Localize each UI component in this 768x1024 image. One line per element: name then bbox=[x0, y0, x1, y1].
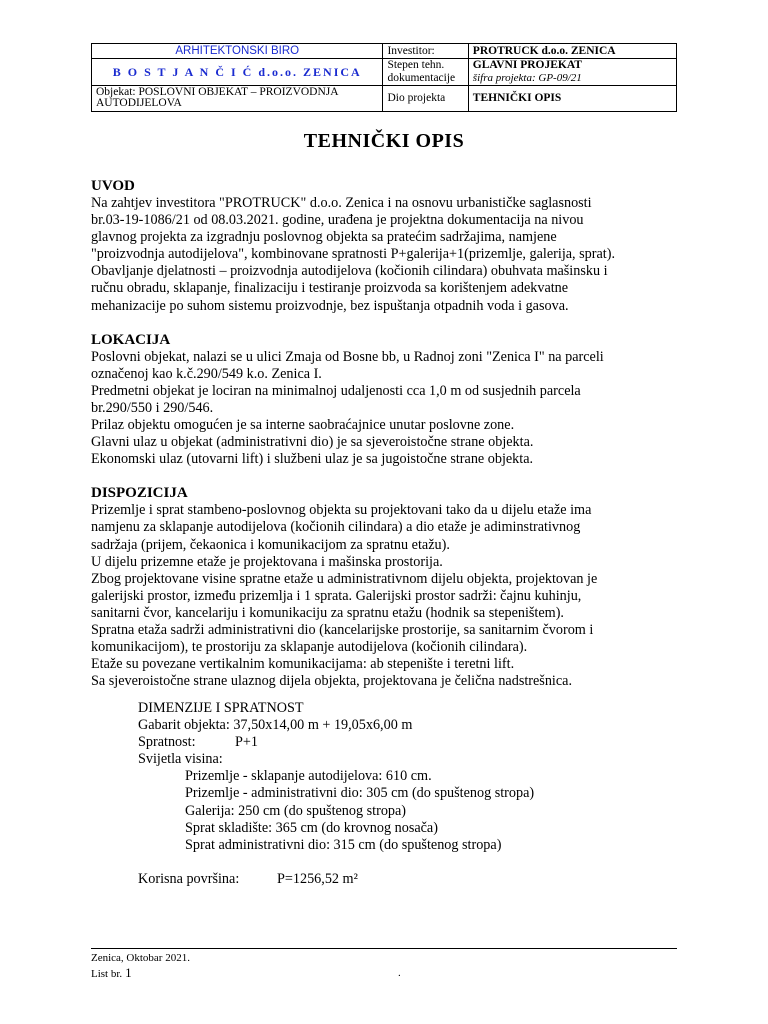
stepen-label: Stepen tehn. dokumentacije bbox=[383, 59, 468, 86]
povrsina-label: Korisna površina: bbox=[138, 870, 240, 887]
text-line: U dijelu prizemne etaže je projektovana i mašinska prostorija. bbox=[91, 553, 443, 570]
document-body bbox=[91, 178, 651, 690]
text-line: označenoj kao k.č.290/549 k.o. Zenica I. bbox=[91, 365, 322, 382]
dimenzije-block bbox=[138, 700, 534, 888]
text-line: komunikacijom), te prostoriju za sklapanje autodijelova (kočionih cilindara). bbox=[91, 639, 528, 656]
stepen-cell bbox=[468, 59, 676, 86]
section-lokacija bbox=[91, 349, 651, 469]
text-line: Predmetni objekat je lociran na minimalnoj udaljenosti cca 1,0 m od susjednih parcela bbox=[91, 382, 581, 399]
footer-dot: . bbox=[398, 967, 401, 979]
text-line: br.03-19-1086/21 od 08.03.2021. godine, urađena je projektna dokumentacija na nivou bbox=[91, 212, 584, 229]
objekat-cell: Objekat: POSLOVNI OBJEKAT – PROIZVODNJA AUTODIJELOVA bbox=[92, 86, 383, 112]
section-dispozicija bbox=[91, 502, 651, 690]
text-line: Na zahtjev investitora "PROTRUCK" d.o.o. Zenica i na osnovu urbanističke saglasnosti bbox=[91, 195, 592, 211]
text-line: br.290/550 i 290/546. bbox=[91, 399, 214, 416]
list-number: 1 bbox=[125, 965, 132, 980]
text-line: Obavljanje djelatnosti – proizvodnja autodijelova (kočionih cilindara) obuhvata mašinsku i bbox=[91, 263, 608, 280]
section-heading-uvod: UVOD bbox=[91, 178, 135, 194]
biro-name: ARHITEKTONSKI BIRO bbox=[92, 44, 383, 59]
text-line: galerijski prostor, između prizemlja i 1 sprata. Galerijski prostor sadrži: čajnu kuhinju, bbox=[91, 587, 582, 604]
visina-item: Galerija: 250 cm (do spuštenog stropa) bbox=[185, 802, 407, 819]
visina-item: Prizemlje - administrativni dio: 305 cm (do spuštenog stropa) bbox=[185, 785, 535, 802]
text-line: "proizvodnja autodijelova", kombinovane spratnosti P+galerija+1(prizemlje, galerija, sprat). bbox=[91, 246, 615, 263]
text-line: Glavni ulaz u objekat (administrativni dio) je sa sjeveroistočne strane objekta. bbox=[91, 434, 534, 451]
spratnost-line bbox=[138, 734, 534, 751]
stepen-value: GLAVNI PROJEKAT bbox=[472, 59, 582, 71]
text-line: Prizemlje i sprat stambeno-poslovnog objekta su projektovani tako da u dijelu etaže ima bbox=[91, 502, 592, 519]
text-line: namjenu za sklapanje autodijelova (kočionih cilindara) a dio etaže je adiminstrativnog bbox=[91, 519, 581, 536]
visina-item: Sprat skladište: 365 cm (do krovnog nosača) bbox=[185, 819, 438, 836]
text-line: sanitarni čvor, kancelariju i komunikaciju za spratnu etažu (hodnik sa stepeništem). bbox=[91, 604, 564, 621]
spratnost-label: Spratnost: bbox=[138, 734, 196, 751]
footer-place-date: Zenica, Oktobar 2021. bbox=[91, 952, 190, 964]
visina-item: Sprat administrativni dio: 315 cm (do spuštenog stropa) bbox=[185, 836, 502, 853]
text-line: sadržaja (prijem, čekaonica i komunikacijom za spratnu etažu). bbox=[91, 536, 450, 553]
gabarit-line: Gabarit objekta: 37,50x14,00 m + 19,05x6,00 m bbox=[138, 717, 413, 734]
text-line: Sa sjeveroistočne strane ulaznog dijela objekta, projektovana je čelična nadstrešnica. bbox=[91, 673, 573, 690]
section-heading-dispozicija: DISPOZICIJA bbox=[91, 485, 188, 502]
dio-label: Dio projekta bbox=[383, 86, 468, 112]
text-line: Prilaz objektu omogućen je sa interne saobraćajnice unutar poslovne zone. bbox=[91, 417, 515, 434]
page-title: TEHNIČKI OPIS bbox=[303, 130, 465, 152]
visina-item: Prizemlje - sklapanje autodijelova: 610 cm. bbox=[185, 768, 432, 785]
section-uvod bbox=[91, 195, 651, 315]
sifra-projekta: šifra projekta: GP-09/21 bbox=[472, 72, 582, 84]
spratnost-value: P+1 bbox=[235, 734, 258, 751]
povrsina-line bbox=[138, 871, 534, 888]
document-header-table bbox=[91, 43, 677, 112]
text-line: ručnu obradu, sklapanje, finalizaciju i testiranje proizvoda sa korištenjem adekvatne bbox=[91, 280, 569, 297]
footer-divider bbox=[91, 948, 677, 949]
text-line: Ekonomski ulaz (utovarni lift) i službeni ulaz je sa jugoistočne strane objekta. bbox=[91, 451, 534, 468]
text-line: Spratna etaža sadrži administrativni dio (kancelarijske prostorije, sa sanitarnim čvorom i bbox=[91, 621, 594, 638]
investitor-label: Investitor: bbox=[383, 44, 468, 59]
list-label: List br. bbox=[91, 968, 123, 980]
investitor-value: PROTRUCK d.o.o. ZENICA bbox=[468, 44, 676, 59]
text-line: Etaže su povezane vertikalnim komunikacijama: ab stepenište i teretni lift. bbox=[91, 656, 515, 673]
section-heading-lokacija: LOKACIJA bbox=[91, 331, 171, 348]
biro-company: B O S T J A N Č I Ć d.o.o. ZENICA bbox=[92, 59, 383, 86]
text-line: Zbog projektovane visine spratne etaže u administrativnom dijelu objekta, projektovan je bbox=[91, 570, 598, 587]
text-line: Poslovni objekat, nalazi se u ulici Zmaja od Bosne bb, u Radnoj zoni "Zenica I" na parceli bbox=[91, 348, 604, 365]
visina-label: Svijetla visina: bbox=[138, 751, 223, 768]
povrsina-value: P=1256,52 m² bbox=[277, 870, 358, 887]
text-line: mehanizacije po suhom sistemu proizvodnje, bez ispuštanja otpadnih voda i gasova. bbox=[91, 297, 569, 314]
dimenzije-heading: DIMENZIJE I SPRATNOST bbox=[138, 700, 304, 716]
dio-value: TEHNIČKI OPIS bbox=[468, 86, 676, 112]
text-line: glavnog projekta za izgradnju poslovnog objekta sa pratećim sadržajima, namjene bbox=[91, 229, 557, 246]
footer-page-number bbox=[91, 965, 132, 981]
